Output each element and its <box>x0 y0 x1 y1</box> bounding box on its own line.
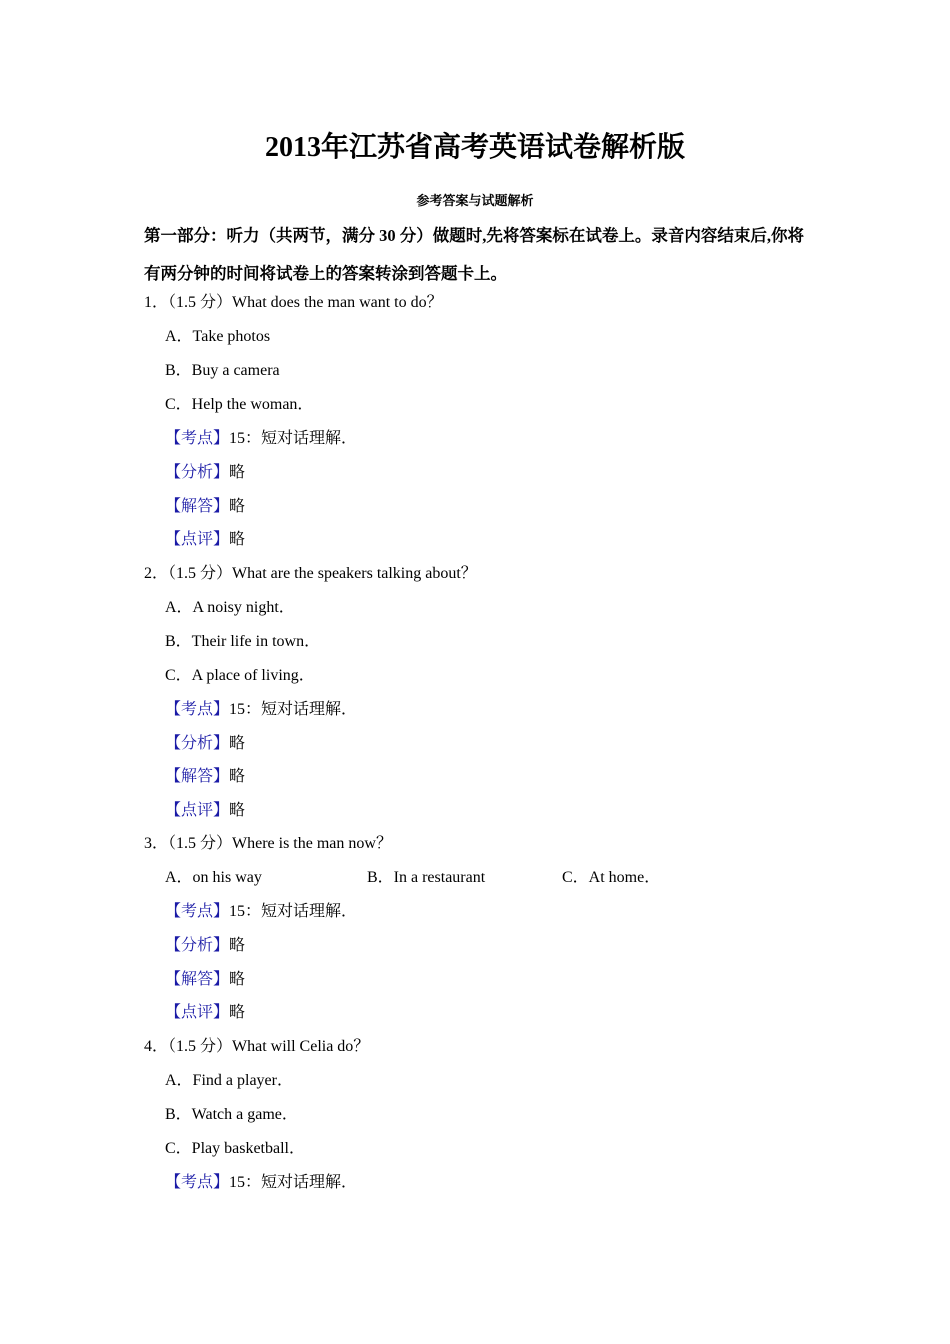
option-a: A．A noisy night． <box>165 599 295 616</box>
jieda-row <box>165 969 245 991</box>
document-subtitle: 参考答案与试题解析 <box>416 193 534 208</box>
kaodian-tag: 【考点】 <box>165 430 230 447</box>
dianping-row <box>165 1002 245 1024</box>
kaodian-row <box>165 428 357 450</box>
jieda-tag: 【解答】 <box>165 768 230 785</box>
dianping-text: 略 <box>229 1004 246 1021</box>
option-a: A．Take photos <box>165 328 271 345</box>
fenxi-row <box>165 462 245 484</box>
jieda-tag: 【解答】 <box>165 971 230 988</box>
fenxi-row <box>165 733 245 755</box>
document-title: 2013年江苏省高考英语试卷解析版 <box>264 132 685 163</box>
kaodian-tag: 【考点】 <box>165 1174 230 1191</box>
jieda-text: 略 <box>229 971 246 988</box>
option-c: C．At home． <box>562 869 661 886</box>
option-b: B．Watch a game． <box>165 1106 298 1123</box>
option-b: B．In a restaurant <box>367 869 486 886</box>
fenxi-text: 略 <box>229 735 246 752</box>
question-stem: 1．（1.5 分）What does the man want to do？ <box>144 294 443 311</box>
option-a: A．Find a player． <box>165 1072 293 1089</box>
kaodian-row <box>165 699 357 721</box>
dianping-row <box>165 529 245 551</box>
jieda-row <box>165 496 245 518</box>
question-stem: 3．（1.5 分）Where is the man now？ <box>144 835 392 852</box>
question-stem: 2．（1.5 分）What are the speakers talking about？ <box>144 565 477 582</box>
kaodian-tag: 【考点】 <box>165 903 230 920</box>
kaodian-text: 15：短对话理解． <box>229 1174 358 1191</box>
option-b: B．Buy a camera <box>165 362 280 379</box>
option-c: C．Play basketball． <box>165 1140 305 1157</box>
kaodian-row <box>165 901 357 923</box>
fenxi-tag: 【分析】 <box>165 937 230 954</box>
option-a: A．on his way <box>165 869 262 886</box>
fenxi-text: 略 <box>229 464 246 481</box>
dianping-tag: 【点评】 <box>165 802 230 819</box>
dianping-tag: 【点评】 <box>165 531 230 548</box>
kaodian-text: 15：短对话理解． <box>229 430 358 447</box>
fenxi-tag: 【分析】 <box>165 464 230 481</box>
jieda-text: 略 <box>229 498 246 515</box>
jieda-text: 略 <box>229 768 246 785</box>
kaodian-text: 15：短对话理解． <box>229 701 358 718</box>
kaodian-text: 15：短对话理解． <box>229 903 358 920</box>
fenxi-tag: 【分析】 <box>165 735 230 752</box>
kaodian-row <box>165 1172 357 1194</box>
option-c: C．Help the woman． <box>165 396 314 413</box>
dianping-text: 略 <box>229 531 246 548</box>
jieda-row <box>165 766 245 788</box>
dianping-tag: 【点评】 <box>165 1004 230 1021</box>
fenxi-text: 略 <box>229 937 246 954</box>
option-c: C．A place of living． <box>165 667 315 684</box>
dianping-row <box>165 800 245 822</box>
question-stem: 4．（1.5 分）What will Celia do？ <box>144 1038 370 1055</box>
kaodian-tag: 【考点】 <box>165 701 230 718</box>
section-intro: 第一部分：听力（共两节，满分 30 分）做题时,先将答案标在试卷上。录音内容结束后,你将有两分钟的时间将试卷上的答案转涂到答题卡上。 <box>144 226 804 283</box>
jieda-tag: 【解答】 <box>165 498 230 515</box>
dianping-text: 略 <box>229 802 246 819</box>
fenxi-row <box>165 935 245 957</box>
option-b: B．Their life in town． <box>165 633 321 650</box>
